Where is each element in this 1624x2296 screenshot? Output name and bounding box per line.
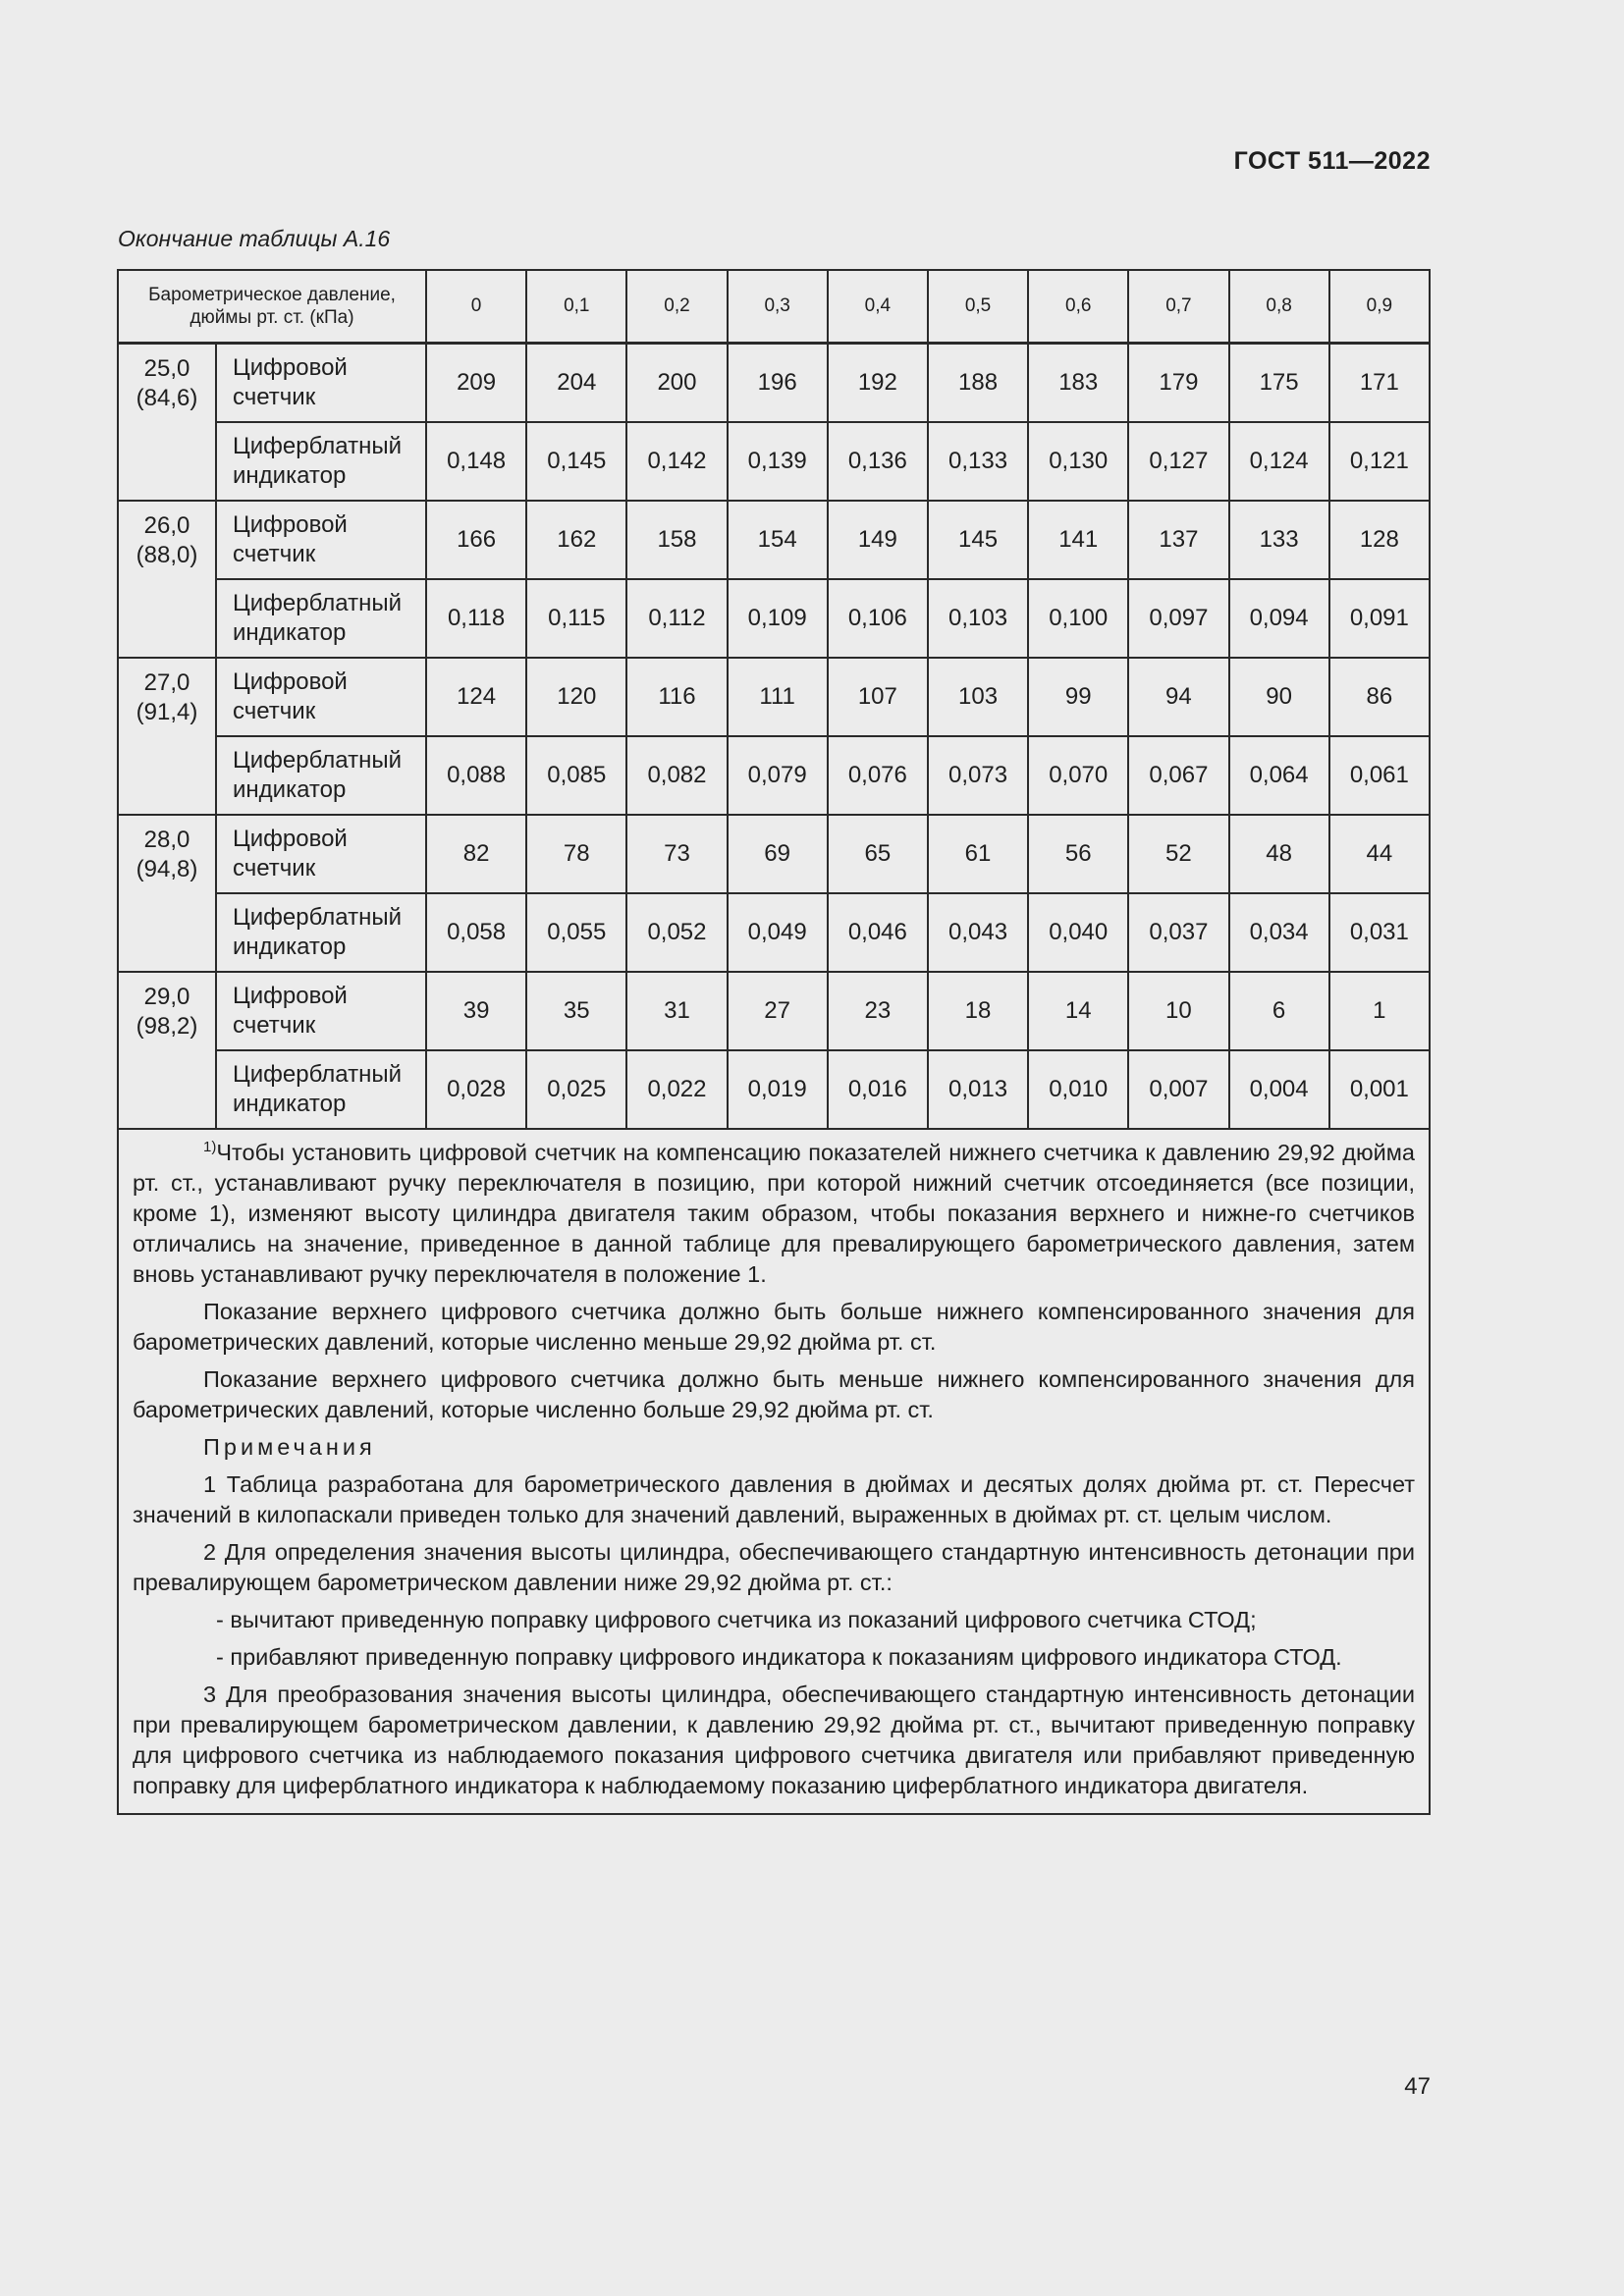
value-cell: 0,085 bbox=[526, 736, 626, 815]
table-container bbox=[117, 269, 1431, 1815]
value-cell: 179 bbox=[1128, 344, 1228, 422]
value-cell: 0,073 bbox=[928, 736, 1028, 815]
value-cell: 103 bbox=[928, 658, 1028, 736]
value-cell: 0,097 bbox=[1128, 579, 1228, 658]
note-2-bullet-1: - вычитают приведенную поправку цифрового счетчика из показаний цифрового счетчика СТОД; bbox=[216, 1606, 1257, 1632]
value-cell: 0,022 bbox=[626, 1050, 727, 1129]
header-column: 0,6 bbox=[1028, 270, 1128, 344]
row-kind-label: Цифровой счетчик bbox=[216, 972, 426, 1050]
value-cell: 0,007 bbox=[1128, 1050, 1228, 1129]
value-cell: 86 bbox=[1329, 658, 1430, 736]
value-cell: 0,133 bbox=[928, 422, 1028, 501]
value-cell: 0,130 bbox=[1028, 422, 1128, 501]
value-cell: 0,118 bbox=[426, 579, 526, 658]
value-cell: 183 bbox=[1028, 344, 1128, 422]
value-cell: 0,043 bbox=[928, 893, 1028, 972]
row-kind-label: Циферблатный индикатор bbox=[216, 736, 426, 815]
value-cell: 166 bbox=[426, 501, 526, 579]
header-column: 0,3 bbox=[728, 270, 828, 344]
value-cell: 0,052 bbox=[626, 893, 727, 972]
row-kind-label: Циферблатный индикатор bbox=[216, 579, 426, 658]
header-column: 0,2 bbox=[626, 270, 727, 344]
header-column: 0 bbox=[426, 270, 526, 344]
value-cell: 107 bbox=[828, 658, 928, 736]
value-cell: 0,100 bbox=[1028, 579, 1128, 658]
value-cell: 18 bbox=[928, 972, 1028, 1050]
pressure-group-cell bbox=[118, 972, 216, 1129]
pressure-inches: 28,0 bbox=[143, 826, 190, 853]
header-column: 0,1 bbox=[526, 270, 626, 344]
value-cell: 0,055 bbox=[526, 893, 626, 972]
value-cell: 0,103 bbox=[928, 579, 1028, 658]
value-cell: 0,079 bbox=[728, 736, 828, 815]
document-code: ГОСТ 511—2022 bbox=[1233, 147, 1431, 175]
value-cell: 0,070 bbox=[1028, 736, 1128, 815]
value-cell: 0,046 bbox=[828, 893, 928, 972]
value-cell: 0,019 bbox=[728, 1050, 828, 1129]
footnote-text: Чтобы установить цифровой счетчик на компенсацию показателей нижнего счетчика к давлению 29,92 дюйма рт. ст., устанавливают ручку переключателя в позицию, при которой нижний счетчик отсоединяется (все позиции, кроме 1), изменяют высоту цилиндра двигателя таким образом, чтобы показания верхнего и нижне-го счетчиков отличались на значение, приведенное в данной таблице для превалирующего барометрического давления, затем вновь устанавливают ручку переключателя в положение 1. bbox=[133, 1139, 1415, 1287]
value-cell: 209 bbox=[426, 344, 526, 422]
value-cell: 145 bbox=[928, 501, 1028, 579]
header-pressure-label: Барометрическое давление, дюймы рт. ст. (кПа) bbox=[118, 270, 426, 344]
value-cell: 124 bbox=[426, 658, 526, 736]
value-cell: 0,109 bbox=[728, 579, 828, 658]
pressure-kpa: (94,8) bbox=[135, 855, 198, 882]
value-cell: 0,013 bbox=[928, 1050, 1028, 1129]
pressure-inches: 27,0 bbox=[143, 668, 190, 696]
pressure-group-cell bbox=[118, 501, 216, 658]
note-paragraph-greater: Показание верхнего цифрового счетчика должно быть больше нижнего компенсированного значения для барометрических давлений, которые численно меньше 29,92 дюйма рт. ст. bbox=[133, 1298, 1415, 1355]
value-cell: 90 bbox=[1229, 658, 1329, 736]
value-cell: 56 bbox=[1028, 815, 1128, 893]
value-cell: 6 bbox=[1229, 972, 1329, 1050]
value-cell: 0,064 bbox=[1229, 736, 1329, 815]
value-cell: 0,061 bbox=[1329, 736, 1430, 815]
value-cell: 0,010 bbox=[1028, 1050, 1128, 1129]
header-column: 0,9 bbox=[1329, 270, 1430, 344]
value-cell: 0,031 bbox=[1329, 893, 1430, 972]
value-cell: 200 bbox=[626, 344, 727, 422]
notes-block bbox=[117, 1130, 1431, 1815]
value-cell: 0,016 bbox=[828, 1050, 928, 1129]
pressure-kpa: (84,6) bbox=[135, 385, 198, 411]
value-cell: 204 bbox=[526, 344, 626, 422]
value-cell: 171 bbox=[1329, 344, 1430, 422]
value-cell: 0,040 bbox=[1028, 893, 1128, 972]
footnote bbox=[133, 1138, 1415, 1290]
value-cell: 0,142 bbox=[626, 422, 727, 501]
value-cell: 154 bbox=[728, 501, 828, 579]
note-2: 2 Для определения значения высоты цилиндра, обеспечивающего стандартную интенсивность детонации при превалирующем барометрическом давлении ниже 29,92 дюйма рт. ст.: bbox=[133, 1538, 1415, 1595]
value-cell: 0,037 bbox=[1128, 893, 1228, 972]
header-column: 0,4 bbox=[828, 270, 928, 344]
value-cell: 73 bbox=[626, 815, 727, 893]
pressure-kpa: (98,2) bbox=[135, 1012, 198, 1040]
row-kind-label: Цифровой счетчик bbox=[216, 658, 426, 736]
value-cell: 137 bbox=[1128, 501, 1228, 579]
table-caption: Окончание таблицы А.16 bbox=[118, 226, 391, 251]
value-cell: 52 bbox=[1128, 815, 1228, 893]
value-cell: 1 bbox=[1329, 972, 1430, 1050]
value-cell: 39 bbox=[426, 972, 526, 1050]
table-body bbox=[118, 344, 1430, 1129]
value-cell: 35 bbox=[526, 972, 626, 1050]
row-kind-label: Циферблатный индикатор bbox=[216, 1050, 426, 1129]
value-cell: 0,076 bbox=[828, 736, 928, 815]
note-1: 1 Таблица разработана для барометрического давления в дюймах и десятых долях дюйма рт. ст. Пересчет значений в килопаскали приведен только для значений давлений, выраженных в дюймах рт. ст. целым числом. bbox=[133, 1470, 1415, 1527]
pressure-group-cell bbox=[118, 815, 216, 972]
value-cell: 141 bbox=[1028, 501, 1128, 579]
note-2-bullet-2: - прибавляют приведенную поправку цифрового индикатора к показаниям цифрового индикатора СТОД. bbox=[216, 1643, 1342, 1670]
value-cell: 99 bbox=[1028, 658, 1128, 736]
table-row bbox=[118, 893, 1430, 972]
note-paragraph-less: Показание верхнего цифрового счетчика должно быть меньше нижнего компенсированного значения для барометрических давлений, которые численно больше 29,92 дюйма рт. ст. bbox=[133, 1365, 1415, 1422]
table-row bbox=[118, 658, 1430, 736]
value-cell: 196 bbox=[728, 344, 828, 422]
value-cell: 0,091 bbox=[1329, 579, 1430, 658]
pressure-group-cell bbox=[118, 344, 216, 501]
table-row bbox=[118, 972, 1430, 1050]
pressure-inches: 29,0 bbox=[143, 983, 190, 1010]
value-cell: 158 bbox=[626, 501, 727, 579]
footnote-mark: 1) bbox=[203, 1138, 217, 1155]
pressure-kpa: (91,4) bbox=[135, 698, 198, 725]
pressure-group-cell bbox=[118, 658, 216, 815]
value-cell: 0,112 bbox=[626, 579, 727, 658]
value-cell: 133 bbox=[1229, 501, 1329, 579]
value-cell: 82 bbox=[426, 815, 526, 893]
row-kind-label: Цифровой счетчик bbox=[216, 815, 426, 893]
value-cell: 0,028 bbox=[426, 1050, 526, 1129]
value-cell: 0,025 bbox=[526, 1050, 626, 1129]
value-cell: 192 bbox=[828, 344, 928, 422]
value-cell: 0,148 bbox=[426, 422, 526, 501]
value-cell: 0,088 bbox=[426, 736, 526, 815]
value-cell: 27 bbox=[728, 972, 828, 1050]
value-cell: 94 bbox=[1128, 658, 1228, 736]
value-cell: 0,058 bbox=[426, 893, 526, 972]
value-cell: 0,049 bbox=[728, 893, 828, 972]
value-cell: 48 bbox=[1229, 815, 1329, 893]
row-kind-label: Циферблатный индикатор bbox=[216, 893, 426, 972]
value-cell: 0,082 bbox=[626, 736, 727, 815]
value-cell: 69 bbox=[728, 815, 828, 893]
value-cell: 0,067 bbox=[1128, 736, 1228, 815]
note-3: 3 Для преобразования значения высоты цилиндра, обеспечивающего стандартную интенсивность детонации при превалирующем барометрическом давлении, к давлению 29,92 дюйма рт. ст., вычитают приведенную поправку для цифрового счетчика из наблюдаемого показания цифрового счетчика двигателя или прибавляют приведенную поправку для циферблатного индикатора к наблюдаемому показанию циферблатного индикатора двигателя. bbox=[133, 1681, 1415, 1798]
row-kind-label: Цифровой счетчик bbox=[216, 501, 426, 579]
value-cell: 44 bbox=[1329, 815, 1430, 893]
value-cell: 175 bbox=[1229, 344, 1329, 422]
value-cell: 128 bbox=[1329, 501, 1430, 579]
table-row bbox=[118, 579, 1430, 658]
pressure-kpa: (88,0) bbox=[135, 541, 198, 568]
value-cell: 23 bbox=[828, 972, 928, 1050]
value-cell: 0,136 bbox=[828, 422, 928, 501]
value-cell: 162 bbox=[526, 501, 626, 579]
value-cell: 0,115 bbox=[526, 579, 626, 658]
value-cell: 0,004 bbox=[1229, 1050, 1329, 1129]
value-cell: 65 bbox=[828, 815, 928, 893]
value-cell: 149 bbox=[828, 501, 928, 579]
value-cell: 111 bbox=[728, 658, 828, 736]
value-cell: 31 bbox=[626, 972, 727, 1050]
header-column: 0,7 bbox=[1128, 270, 1228, 344]
value-cell: 0,139 bbox=[728, 422, 828, 501]
value-cell: 10 bbox=[1128, 972, 1228, 1050]
row-kind-label: Цифровой счетчик bbox=[216, 344, 426, 422]
value-cell: 0,145 bbox=[526, 422, 626, 501]
value-cell: 116 bbox=[626, 658, 727, 736]
value-cell: 78 bbox=[526, 815, 626, 893]
table-row bbox=[118, 501, 1430, 579]
table-row bbox=[118, 344, 1430, 422]
value-cell: 0,127 bbox=[1128, 422, 1228, 501]
table-row bbox=[118, 815, 1430, 893]
value-cell: 61 bbox=[928, 815, 1028, 893]
header-column: 0,5 bbox=[928, 270, 1028, 344]
value-cell: 188 bbox=[928, 344, 1028, 422]
header-column: 0,8 bbox=[1229, 270, 1329, 344]
value-cell: 0,094 bbox=[1229, 579, 1329, 658]
value-cell: 0,106 bbox=[828, 579, 928, 658]
value-cell: 0,121 bbox=[1329, 422, 1430, 501]
table-header-row bbox=[118, 270, 1430, 344]
value-cell: 120 bbox=[526, 658, 626, 736]
notes-heading: Примечания bbox=[203, 1433, 376, 1460]
value-cell: 0,124 bbox=[1229, 422, 1329, 501]
pressure-inches: 26,0 bbox=[143, 511, 190, 539]
pressure-inches: 25,0 bbox=[143, 355, 190, 382]
table-row bbox=[118, 1050, 1430, 1129]
table-row bbox=[118, 736, 1430, 815]
value-cell: 14 bbox=[1028, 972, 1128, 1050]
value-cell: 0,001 bbox=[1329, 1050, 1430, 1129]
data-table bbox=[117, 269, 1431, 1130]
row-kind-label: Циферблатный индикатор bbox=[216, 422, 426, 501]
value-cell: 0,034 bbox=[1229, 893, 1329, 972]
page-number: 47 bbox=[1404, 2073, 1431, 2100]
table-row bbox=[118, 422, 1430, 501]
